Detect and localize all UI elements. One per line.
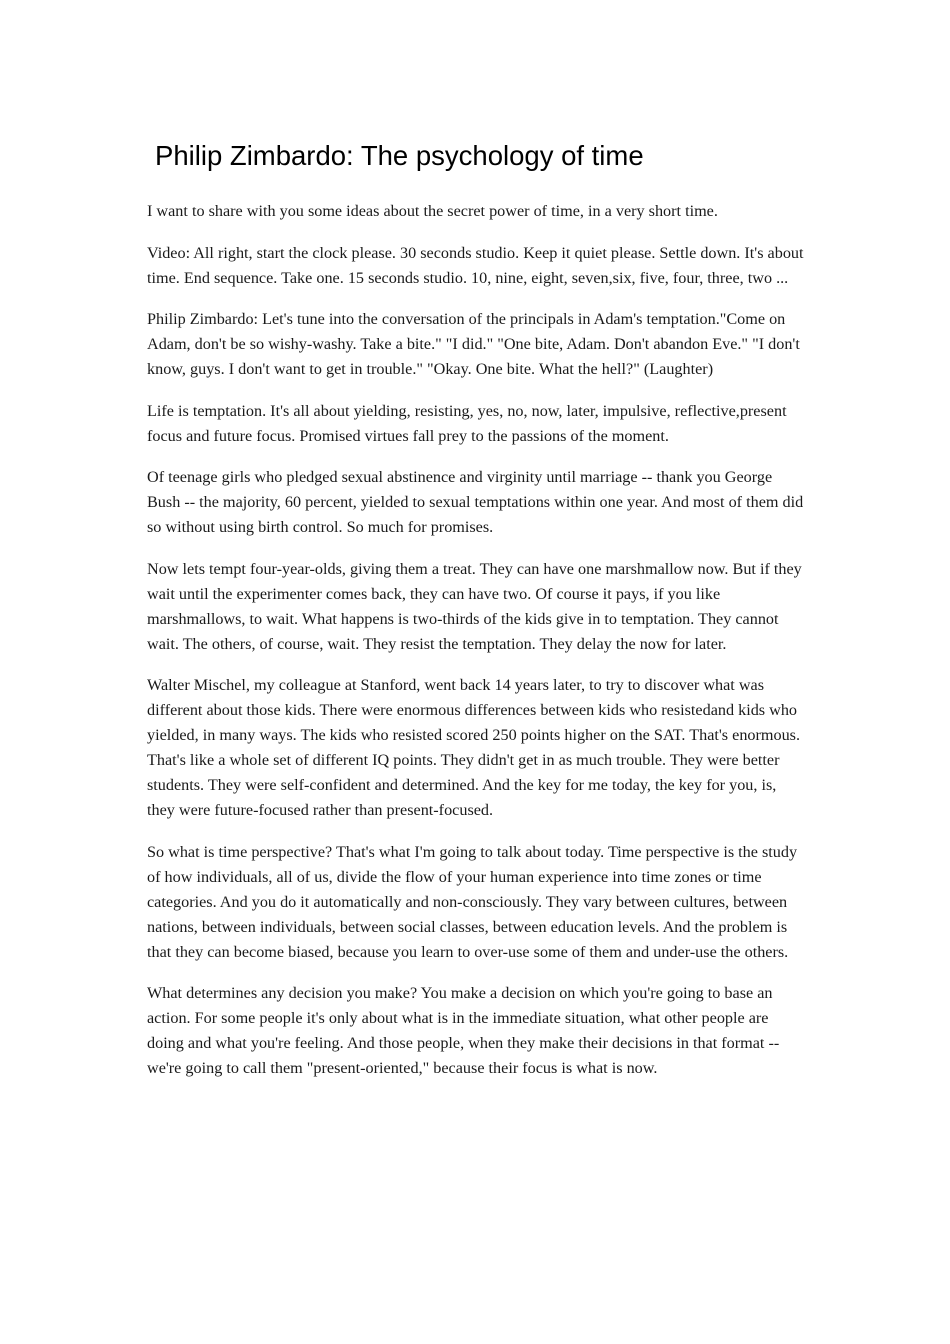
paragraph-3: Philip Zimbardo: Let's tune into the conversation of the principals in Adam's temptation."Come on Adam, don't be so wishy-washy. Take a bite." "I did." "One bite, Adam. Don't abandon Eve." "I don't know, guys. I don't want to get in trouble." "Okay. One bite. What the hell?" (Laughter) [147, 310, 800, 378]
paragraph-8: So what is time perspective? That's what I'm going to talk about today. Time perspective is the study of how individuals, all of us, divide the flow of your human experience into time zones or time categories. And you do it automatically and non-consciously. They vary between cultures, between nations, between individuals, between social classes, between education levels. And the problem is that they can become biased, because you learn to over-use some of them and under-use the others. [147, 842, 798, 961]
paragraph-7: Walter Mischel, my colleague at Stanford, went back 14 years later, to try to discover what was different about those kids. There were enormous differences between kids who resistedand kids who yielded, in many ways. The kids who resisted scored 250 points higher on the SAT. That's enormous. That's like a whole set of different IQ points. They didn't get in as much trouble. They were better students. They were self-confident and determined. And the key for me today, the key for you, is, they were future-focused rather than present-focused. [147, 676, 801, 819]
document-title: Philip Zimbardo: The psychology of time [155, 140, 644, 171]
paragraph-5: Of teenage girls who pledged sexual abstinence and virginity until marriage -- thank you George Bush -- the majority, 60 percent, yielded to sexual temptations within one year. And most of them did so without using birth control. So much for promises. [147, 468, 804, 536]
document-page [147, 139, 807, 1098]
paragraph-4: Life is temptation. It's all about yielding, resisting, yes, no, now, later, impulsive, reflective,present focus and future focus. Promised virtues fall prey to the passions of the moment. [147, 401, 787, 445]
paragraph-9: What determines any decision you make? You make a decision on which you're going to base an action. For some people it's only about what is in the immediate situation, what other people are doing and what you're feeling. And those people, when they make their decisions in that format -- we're going to call them "present-oriented," because their focus is what is now. [147, 984, 780, 1077]
paragraph-6: Now lets tempt four-year-olds, giving them a treat. They can have one marshmallow now. But if they wait until the experimenter comes back, they can have two. Of course it pays, if you like marshmallows, to wait. What happens is two-thirds of the kids give in to temptation. They cannot wait. The others, of course, wait. They resist the temptation. They delay the now for later. [147, 559, 802, 653]
paragraph-1: I want to share with you some ideas about the secret power of time, in a very short time. [147, 202, 718, 220]
paragraph-2: Video: All right, start the clock please. 30 seconds studio. Keep it quiet please. Settle down. It's about time. End sequence. Take one. 15 seconds studio. 10, nine, eight, seven,six, five, four, three, two ... [147, 243, 804, 287]
